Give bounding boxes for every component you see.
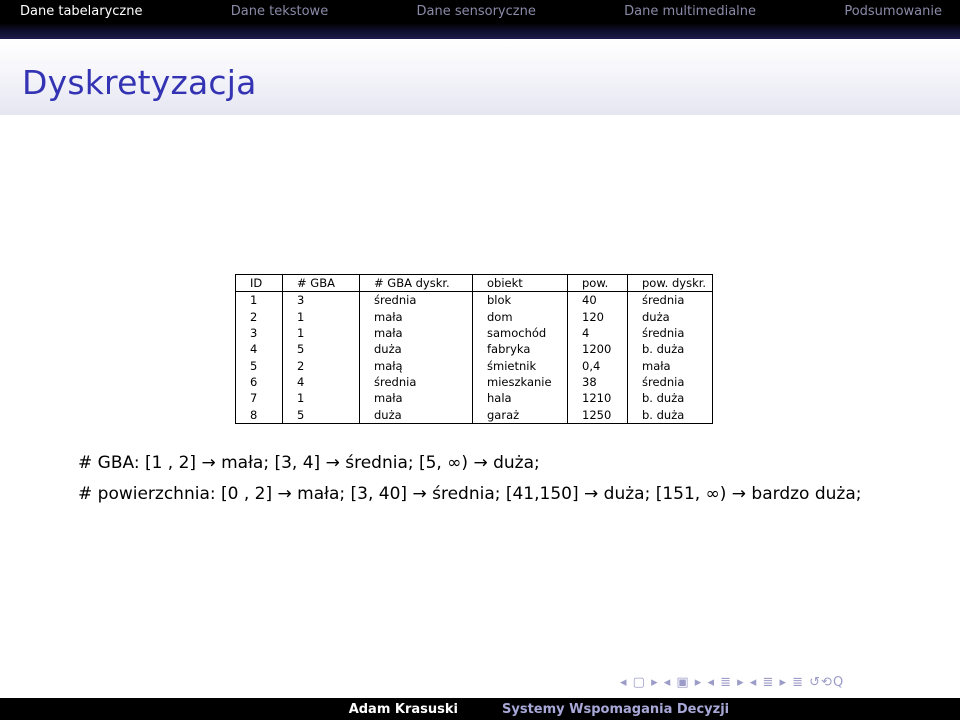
table-header-row bbox=[236, 275, 713, 292]
table-cell: duża bbox=[628, 309, 713, 325]
slide-title: Dyskretyzacja bbox=[22, 63, 257, 102]
table-cell: duża bbox=[360, 341, 473, 357]
header-gradient-band bbox=[0, 23, 960, 39]
table-cell: samochód bbox=[473, 325, 568, 341]
table-cell: hala bbox=[473, 390, 568, 406]
column-header: pow. dyskr. bbox=[628, 275, 713, 292]
table-row bbox=[236, 374, 713, 390]
table-cell: fabryka bbox=[473, 341, 568, 357]
table-cell: 1200 bbox=[568, 341, 628, 357]
table-cell: mieszkanie bbox=[473, 374, 568, 390]
table-cell: średnia bbox=[628, 325, 713, 341]
table-cell: b. duża bbox=[628, 341, 713, 357]
nav-item-dane-tabelaryczne[interactable]: Dane tabelaryczne bbox=[20, 4, 143, 19]
title-bar bbox=[0, 39, 960, 115]
footer bbox=[0, 698, 960, 720]
table-cell: 0,4 bbox=[568, 357, 628, 373]
table-cell: 3 bbox=[283, 292, 360, 309]
nav-item-dane-tekstowe[interactable]: Dane tekstowe bbox=[230, 4, 329, 19]
table-cell: 5 bbox=[283, 341, 360, 357]
table-row bbox=[236, 292, 713, 309]
table-cell: 1 bbox=[283, 325, 360, 341]
beamer-navigation-icons[interactable]: ◂ ▢ ▸ ◂ ▣ ▸ ◂ ≣ ▸ ◂ ≣ ▸ ≣ ↺⟲Q bbox=[620, 675, 845, 690]
table-row bbox=[236, 341, 713, 357]
table-cell: blok bbox=[473, 292, 568, 309]
table-cell: 4 bbox=[283, 374, 360, 390]
table-cell: b. duża bbox=[628, 406, 713, 423]
column-header: obiekt bbox=[473, 275, 568, 292]
table-cell: 4 bbox=[236, 341, 283, 357]
table-cell: mała bbox=[360, 390, 473, 406]
table-cell: 8 bbox=[236, 406, 283, 423]
table-cell: 1 bbox=[283, 309, 360, 325]
section-nav bbox=[0, 0, 960, 23]
table-cell: garaż bbox=[473, 406, 568, 423]
table-cell: mała bbox=[360, 325, 473, 341]
gba-discretization-rule: # GBA: [1 , 2] → mała; [3, 4] → średnia; [5, ∞) → duża; bbox=[78, 453, 540, 473]
footer-author: Adam Krasuski bbox=[0, 698, 480, 720]
discretization-table bbox=[235, 274, 713, 424]
table-cell: 5 bbox=[236, 357, 283, 373]
column-header: ID bbox=[236, 275, 283, 292]
table-cell: śmietnik bbox=[473, 357, 568, 373]
table-cell: 7 bbox=[236, 390, 283, 406]
nav-item-dane-sensoryczne[interactable]: Dane sensoryczne bbox=[416, 4, 536, 19]
table-cell: duża bbox=[360, 406, 473, 423]
table-cell: mała bbox=[628, 357, 713, 373]
table-cell: 4 bbox=[568, 325, 628, 341]
table-cell: 40 bbox=[568, 292, 628, 309]
table-cell: średnia bbox=[628, 374, 713, 390]
nav-item-podsumowanie[interactable]: Podsumowanie bbox=[844, 4, 942, 19]
table-cell: 1250 bbox=[568, 406, 628, 423]
table-cell: 2 bbox=[283, 357, 360, 373]
table-row bbox=[236, 357, 713, 373]
table-cell: b. duża bbox=[628, 390, 713, 406]
table-cell: średnia bbox=[360, 292, 473, 309]
nav-item-dane-multimedialne[interactable]: Dane multimedialne bbox=[624, 4, 757, 19]
area-discretization-rule: # powierzchnia: [0 , 2] → mała; [3, 40] → średnia; [41,150] → duża; [151, ∞) → bardzo duża; bbox=[78, 484, 862, 504]
table-cell: 6 bbox=[236, 374, 283, 390]
table-cell: 120 bbox=[568, 309, 628, 325]
column-header: # GBA bbox=[283, 275, 360, 292]
table-cell: dom bbox=[473, 309, 568, 325]
column-header: # GBA dyskr. bbox=[360, 275, 473, 292]
table-cell: 5 bbox=[283, 406, 360, 423]
table-cell: 1210 bbox=[568, 390, 628, 406]
table-row bbox=[236, 390, 713, 406]
table-cell: średnia bbox=[628, 292, 713, 309]
table-cell: 1 bbox=[283, 390, 360, 406]
table-cell: małą bbox=[360, 357, 473, 373]
table-cell: mała bbox=[360, 309, 473, 325]
table-cell: 3 bbox=[236, 325, 283, 341]
table-row bbox=[236, 406, 713, 423]
table-row bbox=[236, 309, 713, 325]
table-cell: 1 bbox=[236, 292, 283, 309]
footer-course: Systemy Wspomagania Decyzji bbox=[480, 698, 960, 720]
table-cell: 2 bbox=[236, 309, 283, 325]
column-header: pow. bbox=[568, 275, 628, 292]
table-cell: średnia bbox=[360, 374, 473, 390]
table-row bbox=[236, 325, 713, 341]
table-cell: 38 bbox=[568, 374, 628, 390]
